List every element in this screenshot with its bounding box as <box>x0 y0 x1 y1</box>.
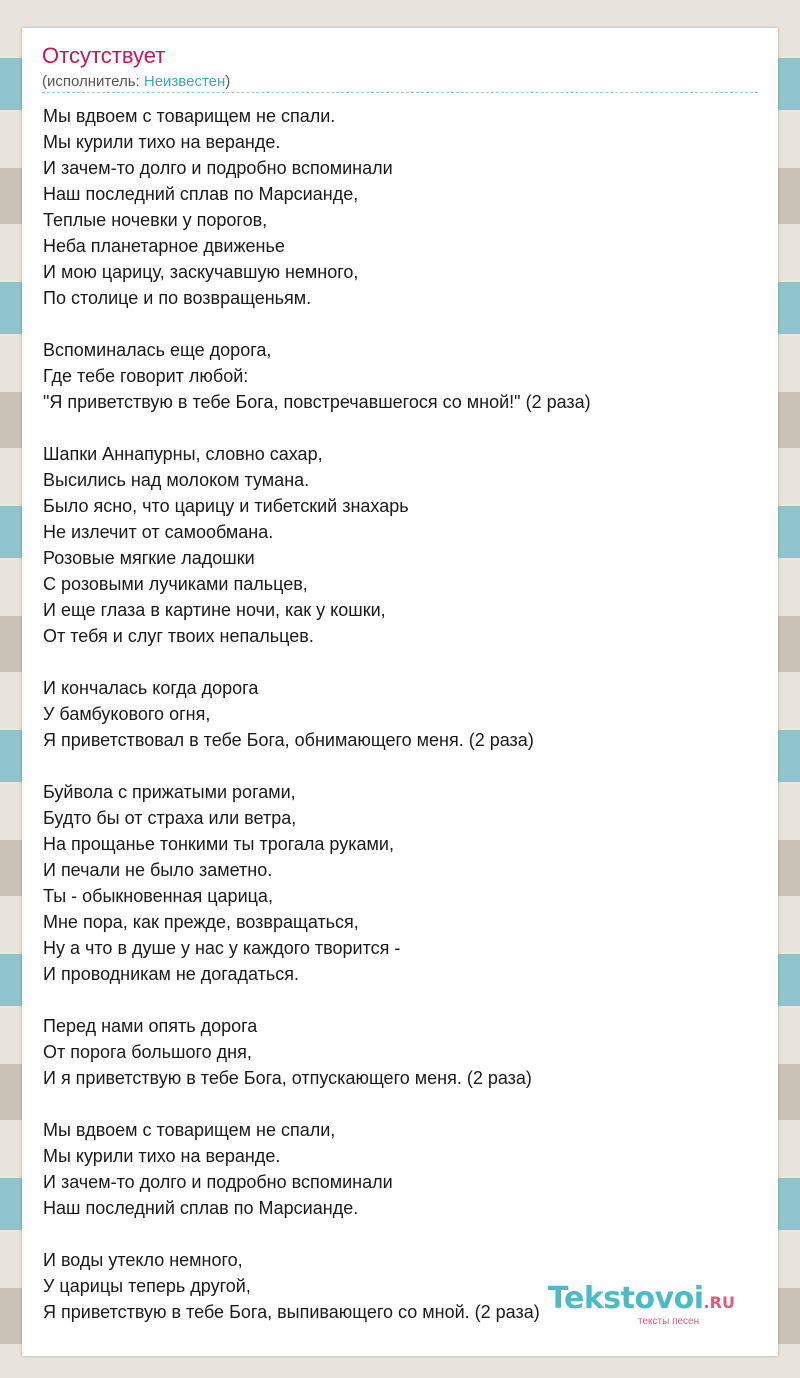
lyric-line: Я приветствовал в тебе Бога, обнимающего меня. (2 раза) <box>43 730 534 750</box>
lyric-line: И мою царицу, заскучавшую немного, <box>43 262 359 282</box>
lyric-line: Мы курили тихо на веранде. <box>43 1146 281 1166</box>
title-divider <box>42 92 758 93</box>
lyric-line: Неба планетарное движенье <box>43 236 285 256</box>
artist-prefix: (исполнитель: <box>42 73 144 90</box>
lyric-line: И я приветствую в тебе Бога, отпускающего меня. (2 раза) <box>43 1068 532 1088</box>
lyrics-stanza <box>43 441 758 649</box>
lyric-line: От порога большого дня, <box>43 1042 252 1062</box>
lyrics-stanza <box>43 675 758 753</box>
lyrics-stanza <box>43 337 758 415</box>
lyric-line: Розовые мягкие ладошки <box>43 548 255 568</box>
lyric-line: Наш последний сплав по Марсианде, <box>43 184 359 204</box>
lyrics-card <box>22 28 778 1356</box>
lyric-line: Буйвола с прижатыми рогами, <box>43 782 296 802</box>
song-title: Отсутствует <box>42 43 166 68</box>
lyrics-stanza <box>43 1117 758 1221</box>
lyric-line: И зачем-то долго и подробно вспоминали <box>43 158 393 178</box>
lyric-line: Ты - обыкновенная царица, <box>43 886 273 906</box>
lyric-line: И зачем-то долго и подробно вспоминали <box>43 1172 393 1192</box>
lyric-line: Наш последний сплав по Марсианде. <box>43 1198 359 1218</box>
lyric-line: Где тебе говорит любой: <box>43 366 249 386</box>
lyrics-stanza <box>43 103 758 311</box>
lyric-line: У царицы теперь другой, <box>43 1276 251 1296</box>
lyric-line: И проводникам не догадаться. <box>43 964 299 984</box>
lyric-line: Мы курили тихо на веранде. <box>43 132 281 152</box>
lyric-line: Я приветствую в тебе Бога, выпивающего со мной. (2 раза) <box>43 1302 540 1322</box>
lyric-line: И кончалась когда дорога <box>43 678 259 698</box>
lyric-line: Будто бы от страха или ветра, <box>43 808 297 828</box>
lyric-line: Мы вдвоем с товарищем не спали. <box>43 106 336 126</box>
lyric-line: Мы вдвоем с товарищем не спали, <box>43 1120 336 1140</box>
lyric-line: Ну а что в душе у нас у каждого творится - <box>43 938 401 958</box>
lyric-line: Мне пора, как прежде, возвращаться, <box>43 912 359 932</box>
lyric-line: От тебя и слуг твоих непальцев. <box>43 626 314 646</box>
lyric-line: На прощанье тонкими ты трогала руками, <box>43 834 394 854</box>
lyric-line: Было ясно, что царицу и тибетский знахарь <box>43 496 409 516</box>
logo-tld: .RU <box>703 1293 735 1312</box>
lyric-line: Высились над молоком тумана. <box>43 470 310 490</box>
site-logo[interactable] <box>548 1282 758 1326</box>
logo-wordmark <box>548 1282 735 1320</box>
logo-name: Tekstovoi <box>548 1281 704 1316</box>
lyric-line: И еще глаза в картине ночи, как у кошки, <box>43 600 386 620</box>
artist-line <box>42 72 230 92</box>
lyric-line: Перед нами опять дорога <box>43 1016 258 1036</box>
lyrics-stanza <box>43 1013 758 1091</box>
lyric-line: У бамбукового огня, <box>43 704 211 724</box>
lyric-line: Не излечит от самообмана. <box>43 522 274 542</box>
lyric-line: С розовыми лучиками пальцев, <box>43 574 308 594</box>
artist-link[interactable]: Неизвестен <box>143 73 226 90</box>
lyric-line: Вспоминалась еще дорога, <box>43 340 272 360</box>
lyric-line: По столице и по возвращеньям. <box>43 288 312 308</box>
lyric-line: Теплые ночевки у порогов, <box>43 210 268 230</box>
lyric-line: И печали не было заметно. <box>43 860 273 880</box>
logo-tagline: тексты песен <box>638 1316 700 1327</box>
lyrics-text <box>43 103 758 1351</box>
lyric-line: И воды утекло немного, <box>43 1250 243 1270</box>
lyric-line: Шапки Аннапурны, словно сахар, <box>43 444 323 464</box>
lyrics-stanza <box>43 779 758 987</box>
artist-suffix: ) <box>225 73 231 90</box>
lyric-line: "Я приветствую в тебе Бога, повстречавшегося со мной!" (2 раза) <box>43 392 591 412</box>
